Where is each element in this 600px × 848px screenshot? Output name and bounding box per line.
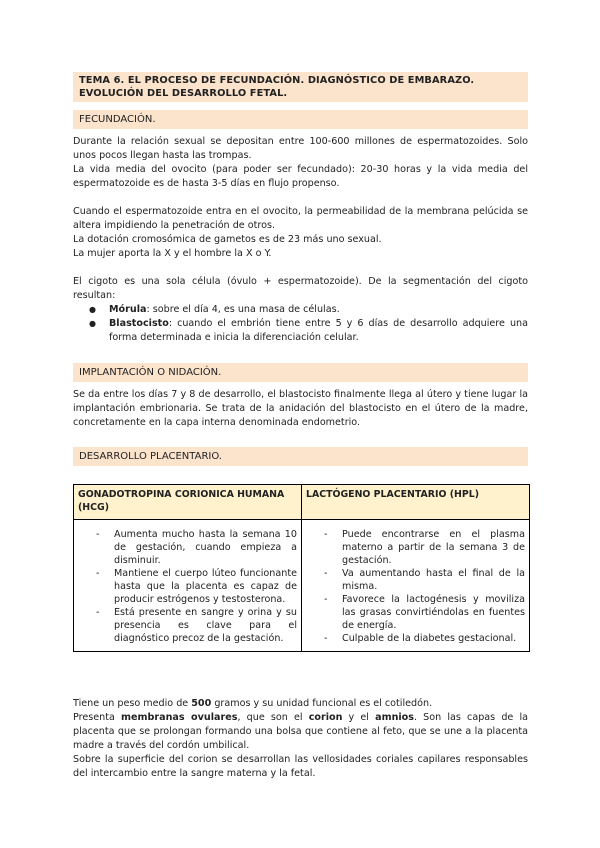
- paragraph: La mujer aporta la X y el hombre la X o Y.: [73, 248, 272, 259]
- emphasis: amnios: [375, 712, 414, 723]
- paragraph: [73, 697, 528, 711]
- paragraph: Durante la relación sexual se depositan entre 100-600 millones de espermatozoides. Solo unos pocos llegan hasta las trompas.: [73, 136, 528, 161]
- section-heading-placentario: DESARROLLO PLACENTARIO.: [73, 447, 528, 466]
- text: y el: [342, 712, 376, 723]
- list-item: - Culpable de la diabetes gestacional.: [306, 632, 525, 645]
- paragraph: Sobre la superficie del corion se desarrollan las vellosidades coriales capilares responsables del intercambio entre la sangre materna y la fetal.: [73, 754, 528, 779]
- table-cell-hpl: [302, 520, 530, 652]
- list-item: - Mantiene el cuerpo lúteo funcionante hasta que la placenta es capaz de producir estrógenos y testosterona.: [78, 567, 297, 606]
- paragraph: Se da entre los días 7 y 8 de desarrollo, el blastocisto finalmente llega al útero y tiene lugar la implantación embrionaria. Se trata de la anidación del blastocisto en el útero de la madre, concretamente en la capa interna denominada endometrio.: [73, 389, 528, 428]
- list-item: [73, 317, 528, 345]
- text: , que son el: [237, 712, 309, 723]
- table-header-hpl: LACTÓGENO PLACENTARIO (HPL): [302, 485, 530, 520]
- paragraph: Cuando el espermatozoide entra en el ovocito, la permeabilidad de la membrana pelúcida se altera impidiendo la penetración de otros.: [73, 206, 528, 231]
- emphasis: membranas ovulares: [121, 712, 238, 723]
- segmentation-list: [73, 303, 528, 345]
- list-item: - Puede encontrarse en el plasma materno a partir de la semana 3 de gestación.: [306, 528, 525, 567]
- list-item: - Aumenta mucho hasta la semana 10 de gestación, cuando empieza a disminuir.: [78, 528, 297, 567]
- list-item: [73, 303, 528, 317]
- text: . Son las capas de la placenta que se prolongan formando una bolsa que contiene al feto, que se une a la placenta madre a través del cordón umbilical.: [73, 712, 529, 751]
- paragraph: La dotación cromosómica de gametos es de 23 más uno sexual.: [73, 234, 382, 245]
- section-heading-fecundacion: FECUNDACIÓN.: [73, 110, 528, 129]
- text: Tiene un peso medio de: [73, 698, 192, 709]
- hormones-table: [73, 484, 530, 652]
- term: Mórula: [109, 304, 147, 315]
- table-header-hcg: GONADOTROPINA CORIONICA HUMANA (HCG): [74, 485, 302, 520]
- emphasis: corion: [308, 712, 343, 723]
- paragraph: [73, 711, 528, 753]
- placentario-body: [73, 697, 528, 781]
- emphasis: 500: [191, 698, 212, 709]
- section-heading-implantacion: IMPLANTACIÓN O NIDACIÓN.: [73, 363, 528, 382]
- list-item: - Va aumentando hasta el final de la misma.: [306, 567, 525, 593]
- implantacion-body: [73, 388, 528, 430]
- term: Blastocisto: [109, 318, 169, 329]
- table-cell-hcg: [74, 520, 302, 652]
- text: gramos y su unidad funcional es el cotiledón.: [211, 698, 433, 709]
- text: Presenta: [73, 712, 122, 723]
- term-description: : sobre el día 4, es una masa de células.: [146, 304, 340, 315]
- fecundacion-body: [73, 135, 528, 345]
- list-item: - Favorece la lactogénesis y moviliza las grasas convirtiéndolas en fuentes de energía.: [306, 593, 525, 632]
- term-description: : cuando el embrión tiene entre 5 y 6 días de desarrollo adquiere una forma determinada e inicia la diferenciación celular.: [109, 318, 528, 343]
- paragraph: La vida media del ovocito (para poder ser fecundado): 20-30 horas y la vida media del espermatozoide es de hasta 3-5 días en flujo propenso.: [73, 164, 528, 189]
- document-title: TEMA 6. EL PROCESO DE FECUNDACIÓN. DIAGNÓSTICO DE EMBARAZO. EVOLUCIÓN DEL DESARROLLO FETAL.: [73, 72, 528, 102]
- list-item: - Está presente en sangre y orina y su presencia es clave para el diagnóstico precoz de la gestación.: [78, 606, 297, 645]
- paragraph: El cigoto es una sola célula (óvulo + espermatozoide). De la segmentación del cigoto resultan:: [73, 276, 528, 301]
